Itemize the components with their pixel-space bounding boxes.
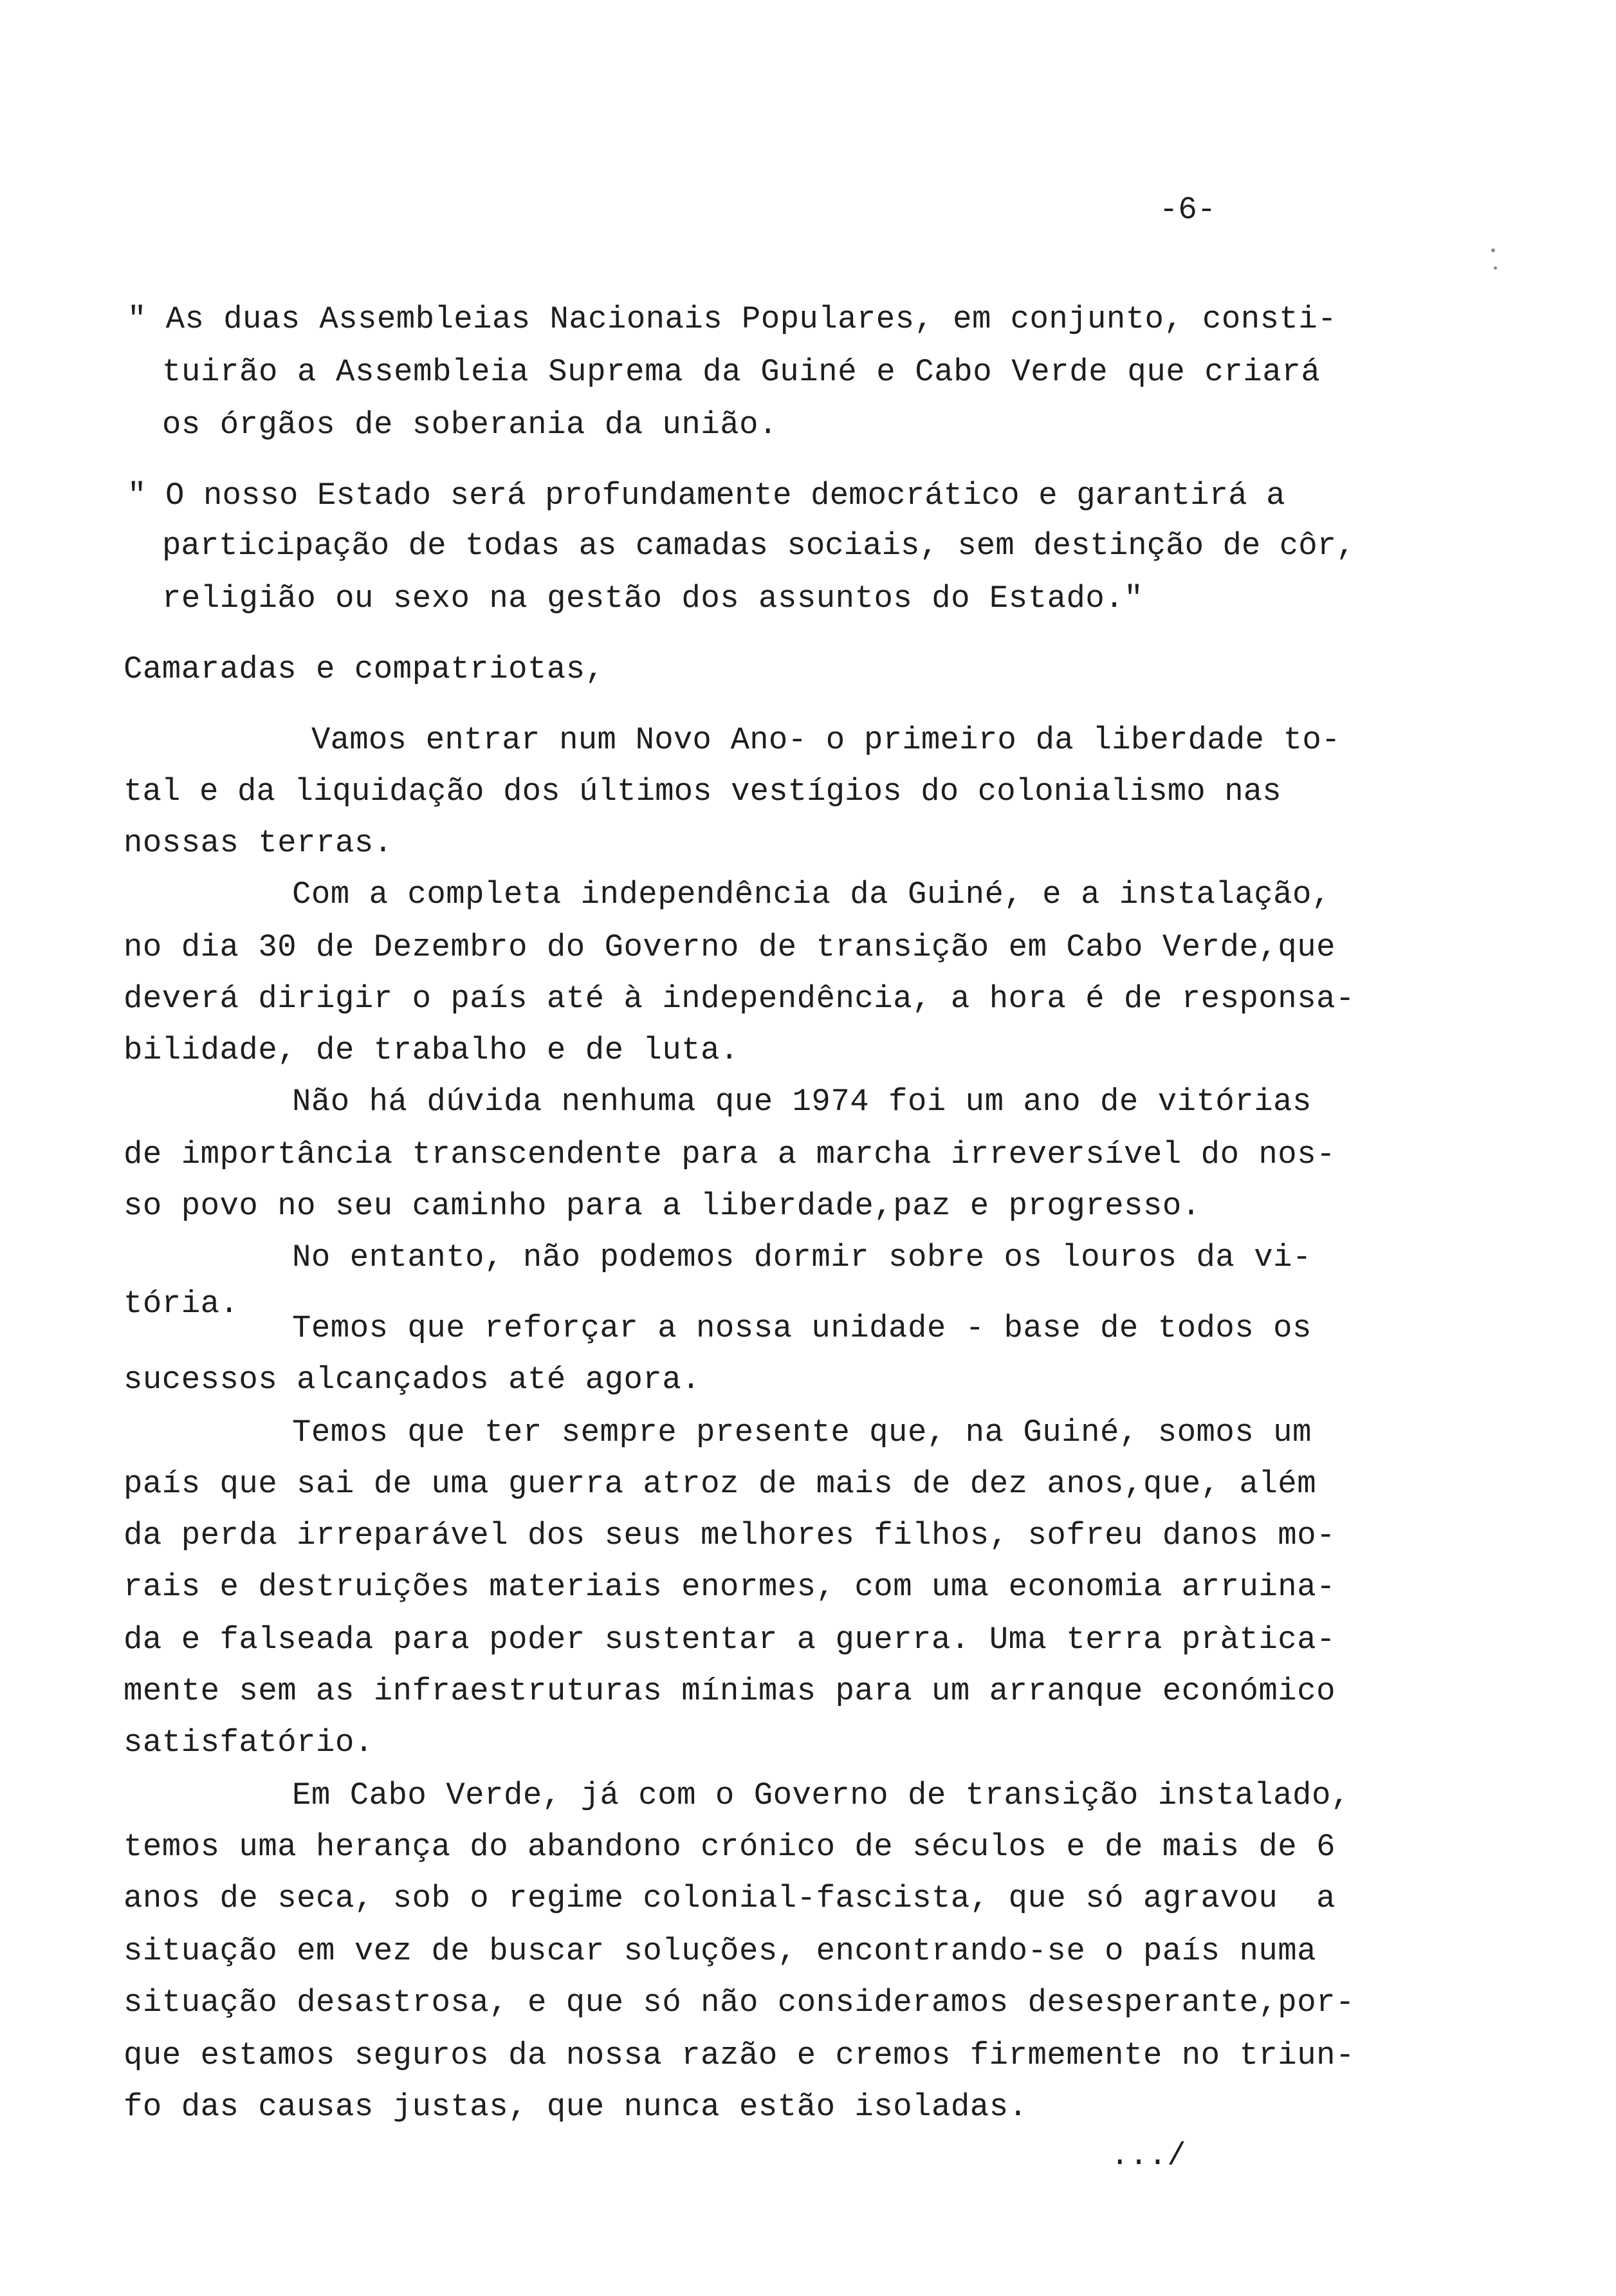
text-line: bilidade, de trabalho e de luta.: [124, 1032, 739, 1068]
text-line: nossas terras.: [124, 825, 393, 861]
text-line: rais e destruições materiais enormes, com uma economia arruina-: [124, 1569, 1336, 1605]
text-line: Com a completa independência da Guiné, e a instalação,: [292, 876, 1331, 912]
text-line: " As duas Assembleias Nacionais Populares, em conjunto, consti-: [127, 301, 1337, 337]
text-line: os órgãos de soberania da união.: [162, 407, 778, 443]
page-number: -6-: [1159, 192, 1217, 228]
text-line: no dia 30 de Dezembro do Governo de transição em Cabo Verde,que: [124, 929, 1336, 965]
text-line: so povo no seu caminho para a liberdade,paz e progresso.: [124, 1188, 1201, 1224]
text-line: temos uma herança do abandono crónico de séculos e de mais de 6: [124, 1829, 1336, 1865]
scan-speck: [1494, 266, 1497, 270]
text-line: tória.: [124, 1286, 239, 1322]
scan-speck: [1491, 248, 1495, 252]
text-line: de importância transcendente para a marcha irreversível do nos-: [124, 1136, 1336, 1172]
text-line: da perda irreparável dos seus melhores filhos, sofreu danos mo-: [124, 1517, 1336, 1553]
text-line: deverá dirigir o país até à independência, a hora é de responsa-: [124, 981, 1355, 1017]
text-line: participação de todas as camadas sociais, sem destinção de côr,: [162, 528, 1355, 564]
text-line: fo das causas justas, que nunca estão isoladas.: [124, 2089, 1028, 2125]
text-line: sucessos alcançados até agora.: [124, 1362, 701, 1398]
text-line: mente sem as infraestruturas mínimas para um arranque económico: [124, 1673, 1336, 1709]
text-line: da e falseada para poder sustentar a guerra. Uma terra pràtica-: [124, 1622, 1336, 1658]
text-line: Vamos entrar num Novo Ano- o primeiro da liberdade to-: [311, 722, 1341, 758]
text-line: que estamos seguros da nossa razão e cremos firmemente no triun-: [124, 2037, 1355, 2073]
text-line: situação desastrosa, e que só não consideramos desesperante,por-: [124, 1985, 1355, 2021]
text-line: satisfatório.: [124, 1725, 374, 1761]
salutation: Camaradas e compatriotas,: [124, 651, 605, 687]
text-line: país que sai de uma guerra atroz de mais de dez anos,que, além: [124, 1466, 1317, 1502]
text-line: No entanto, não podemos dormir sobre os louros da vi-: [292, 1239, 1312, 1275]
text-line: Temos que ter sempre presente que, na Guiné, somos um: [292, 1414, 1312, 1450]
text-line: Não há dúvida nenhuma que 1974 foi um ano de vitórias: [292, 1084, 1312, 1120]
text-line: religião ou sexo na gestão dos assuntos do Estado.": [162, 580, 1144, 616]
text-line: tuirão a Assembleia Suprema da Guiné e Cabo Verde que criará: [162, 354, 1321, 390]
text-line: Temos que reforçar a nossa unidade - base de todos os: [292, 1310, 1312, 1346]
text-line: " O nosso Estado será profundamente democrático e garantirá a: [127, 477, 1285, 514]
text-line: situação em vez de buscar soluções, encontrando-se o país numa: [124, 1933, 1317, 1969]
continuation-mark: .../: [1110, 2138, 1186, 2174]
text-line: anos de seca, sob o regime colonial-fascista, que só agravou a: [124, 1880, 1336, 1916]
text-line: Em Cabo Verde, já com o Governo de transição instalado,: [292, 1777, 1350, 1813]
text-line: tal e da liquidação dos últimos vestígios do colonialismo nas: [124, 773, 1281, 810]
